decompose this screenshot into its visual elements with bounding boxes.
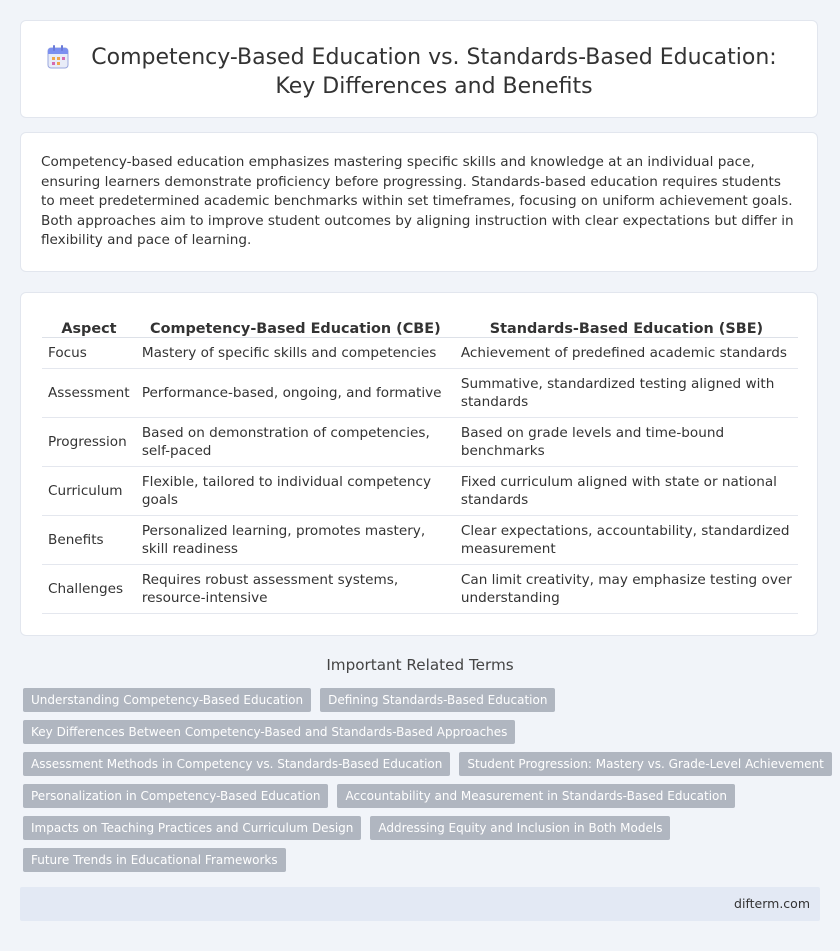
row-sbe: Can limit creativity, may emphasize testing over understanding: [455, 565, 798, 614]
row-aspect: Benefits: [42, 516, 136, 565]
row-sbe: Clear expectations, accountability, standardized measurement: [455, 516, 798, 565]
row-sbe: Fixed curriculum aligned with state or national standards: [455, 467, 798, 516]
table-row: [42, 467, 798, 516]
table-row: [42, 516, 798, 565]
header-cbe: Competency-Based Education (CBE): [136, 315, 455, 338]
related-term-tag[interactable]: Defining Standards-Based Education: [320, 688, 555, 712]
row-aspect: Assessment: [42, 369, 136, 418]
footer-bar: [20, 887, 820, 921]
row-sbe: Based on grade levels and time-bound benchmarks: [455, 418, 798, 467]
related-term-tag[interactable]: Understanding Competency-Based Education: [23, 688, 311, 712]
row-sbe: Summative, standardized testing aligned with standards: [455, 369, 798, 418]
page-title: Competency-Based Education vs. Standards-Based Education: Key Differences and Benefits: [91, 45, 777, 99]
row-aspect: Curriculum: [42, 467, 136, 516]
table-row: [42, 338, 798, 369]
header-aspect: Aspect: [42, 315, 136, 338]
related-term-tag[interactable]: Impacts on Teaching Practices and Curriculum Design: [23, 816, 361, 840]
row-cbe: Personalized learning, promotes mastery, skill readiness: [136, 516, 455, 565]
table-row: [42, 369, 798, 418]
row-cbe: Mastery of specific skills and competencies: [136, 338, 455, 369]
footer-site-link[interactable]: difterm.com: [734, 896, 810, 911]
row-cbe: Flexible, tailored to individual competency goals: [136, 467, 455, 516]
row-cbe: Based on demonstration of competencies, self-paced: [136, 418, 455, 467]
comparison-card: [20, 292, 818, 636]
row-cbe: Performance-based, ongoing, and formative: [136, 369, 455, 418]
related-term-tag[interactable]: Accountability and Measurement in Standards-Based Education: [337, 784, 735, 808]
table-row: [42, 565, 798, 614]
related-terms-heading: Important Related Terms: [326, 656, 514, 674]
related-term-tag[interactable]: Addressing Equity and Inclusion in Both Models: [370, 816, 670, 840]
comparison-table: [42, 315, 798, 614]
table-header-row: [42, 315, 798, 338]
related-term-tag[interactable]: Future Trends in Educational Frameworks: [23, 848, 286, 872]
row-aspect: Challenges: [42, 565, 136, 614]
table-row: [42, 418, 798, 467]
title-card: [20, 20, 818, 118]
row-sbe: Achievement of predefined academic standards: [455, 338, 798, 369]
related-terms-list: [23, 688, 823, 880]
intro-card: [20, 132, 818, 272]
header-sbe: Standards-Based Education (SBE): [455, 315, 798, 338]
related-term-tag[interactable]: Personalization in Competency-Based Education: [23, 784, 328, 808]
related-term-tag[interactable]: Assessment Methods in Competency vs. Standards-Based Education: [23, 752, 450, 776]
row-cbe: Requires robust assessment systems, resource-intensive: [136, 565, 455, 614]
related-term-tag[interactable]: Key Differences Between Competency-Based and Standards-Based Approaches: [23, 720, 515, 744]
intro-paragraph: Competency-based education emphasizes mastering specific skills and knowledge at an individual pace, ensuring learners demonstrate proficiency before progressing. Standards-based education requires students to meet predetermined academic benchmarks within set timeframes, focusing on uniform achievement goals. Both approaches aim to improve student outcomes by aligning instruction with clear expectations but differ in flexibility and pace of learning.: [41, 154, 794, 249]
related-term-tag[interactable]: Student Progression: Mastery vs. Grade-Level Achievement: [459, 752, 831, 776]
row-aspect: Focus: [42, 338, 136, 369]
row-aspect: Progression: [42, 418, 136, 467]
